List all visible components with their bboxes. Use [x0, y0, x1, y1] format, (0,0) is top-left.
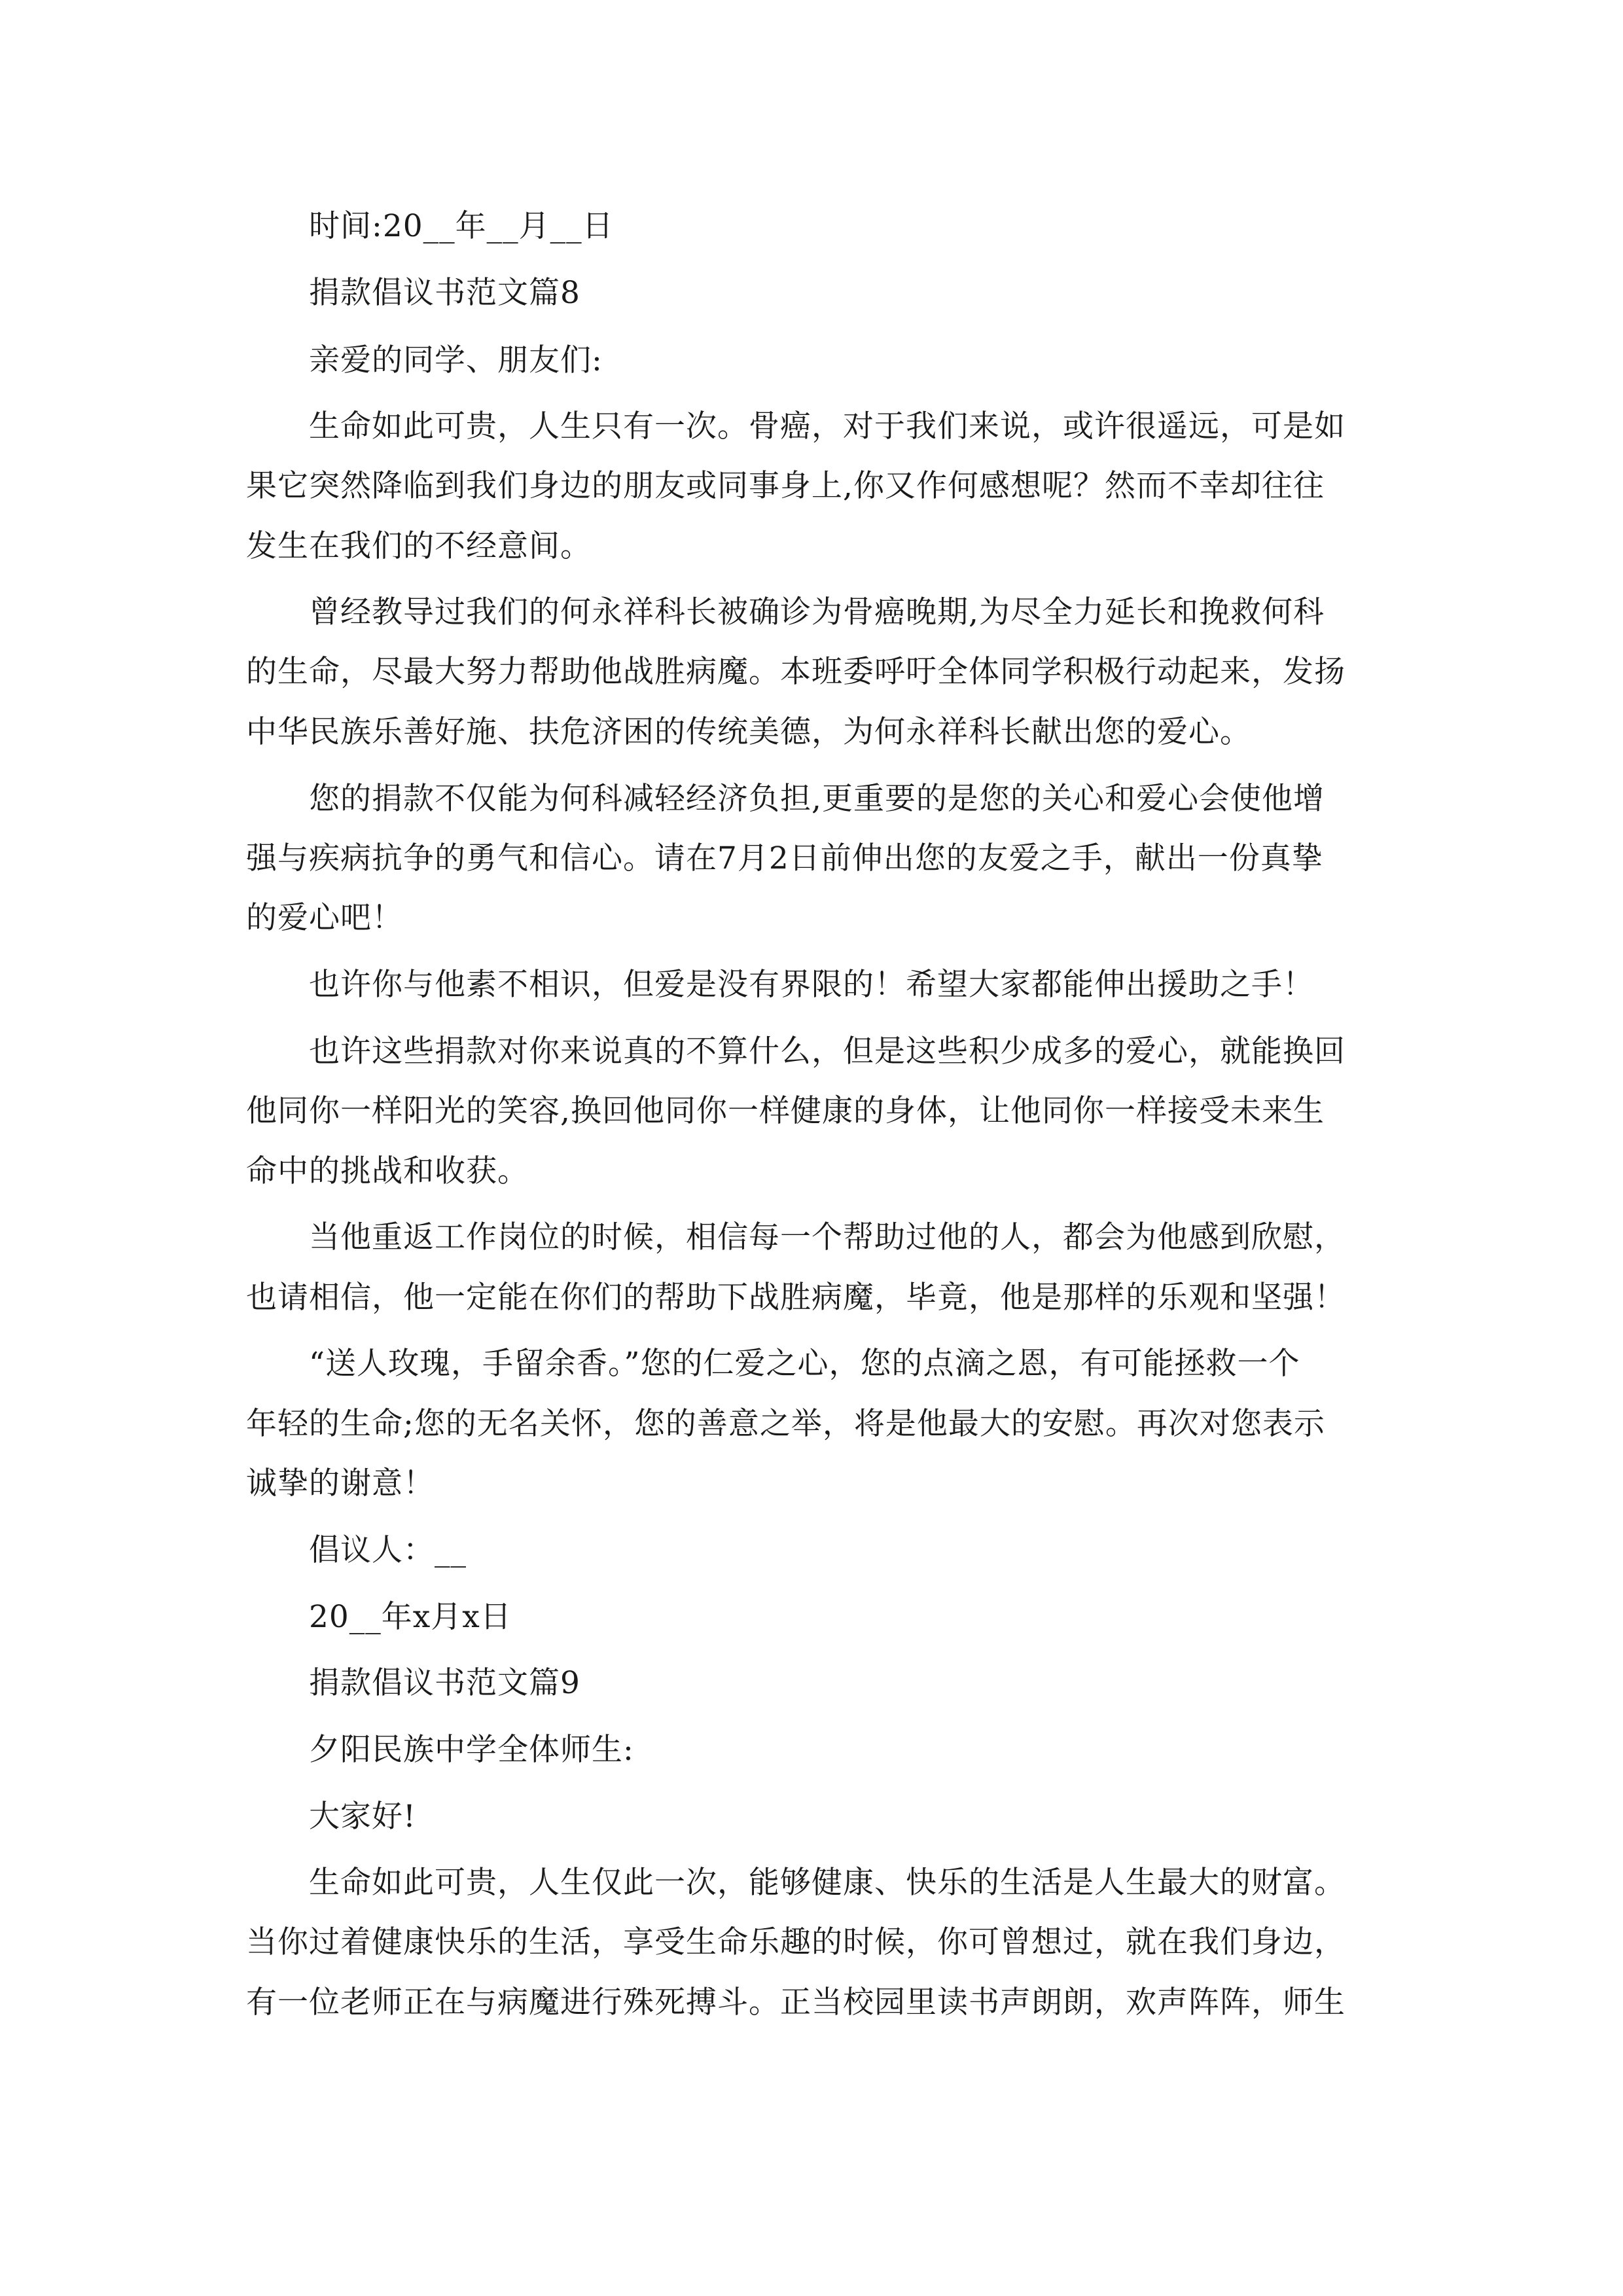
- body-line: 他同你一样阳光的笑容,换回他同你一样健康的身体，让他同你一样接受未来生: [246, 1093, 1325, 1129]
- body-line: 当他重返工作岗位的时候，相信每一个帮助过他的人，都会为他感到欣慰，: [309, 1219, 1346, 1255]
- body-line: 您的捐款不仅能为何科减轻经济负担,更重要的是您的关心和爱心会使他增: [309, 781, 1325, 817]
- body-line: 的生命，尽最大努力帮助他战胜病魔。本班委呼吁全体同学积极行动起来，发扬: [246, 654, 1346, 690]
- body-line: 生命如此可贵，人生仅此一次，能够健康、快乐的生活是人生最大的财富。: [309, 1865, 1346, 1901]
- body-line: 强与疾病抗争的勇气和信心。请在7月2日前伸出您的友爱之手，献出一份真挚: [246, 840, 1323, 876]
- body-line: 生命如此可贵，人生只有一次。骨癌，对于我们来说，或许很遥远，可是如: [309, 408, 1346, 444]
- body-line: 年轻的生命;您的无名关怀，您的善意之举，将是他最大的安慰。再次对您表示: [246, 1406, 1325, 1442]
- body-line: 发生在我们的不经意间。: [246, 528, 592, 564]
- body-line: 曾经教导过我们的何永祥科长被确诊为骨癌晚期,为尽全力延长和挽救何科: [309, 594, 1325, 630]
- greeting: 大家好!: [309, 1799, 416, 1835]
- body-line: 命中的挑战和收获。: [246, 1153, 529, 1189]
- salutation: 亲爱的同学、朋友们:: [309, 342, 603, 378]
- body-line: 有一位老师正在与病魔进行殊死搏斗。正当校园里读书声朗朗，欢声阵阵，师生: [246, 1984, 1346, 2020]
- section-heading-9: 捐款倡议书范文篇9: [309, 1665, 580, 1701]
- body-line: 也许你与他素不相识，但爱是没有界限的！希望大家都能伸出援助之手！: [309, 967, 1314, 1003]
- body-line: 当你过着健康快乐的生活，享受生命乐趣的时候，你可曾想过，就在我们身边，: [246, 1924, 1346, 1960]
- body-line: 的爱心吧！: [246, 900, 403, 936]
- section-heading-8: 捐款倡议书范文篇8: [309, 275, 580, 311]
- salutation: 夕阳民族中学全体师生:: [309, 1732, 634, 1768]
- body-line: 也请相信，他一定能在你们的帮助下战胜病魔，毕竟，他是那样的乐观和坚强！: [246, 1280, 1346, 1316]
- body-line: 果它突然降临到我们身边的朋友或同事身上,你又作何感想呢？然而不幸却往往: [246, 468, 1325, 504]
- signatory-line: 倡议人：__: [309, 1532, 467, 1568]
- body-line: 诚挚的谢意！: [246, 1465, 435, 1501]
- date-line: 20__年x月x日: [309, 1599, 512, 1635]
- body-line: 中华民族乐善好施、扶危济困的传统美德，为何永祥科长献出您的爱心。: [246, 714, 1251, 750]
- date-line: 时间:20__年__月__日: [309, 208, 614, 244]
- body-line: 也许这些捐款对你来说真的不算什么，但是这些积少成多的爱心，就能换回: [309, 1033, 1346, 1069]
- body-line: “送人玫瑰，手留余香。”您的仁爱之心，您的点滴之恩，有可能拯救一个: [309, 1346, 1300, 1382]
